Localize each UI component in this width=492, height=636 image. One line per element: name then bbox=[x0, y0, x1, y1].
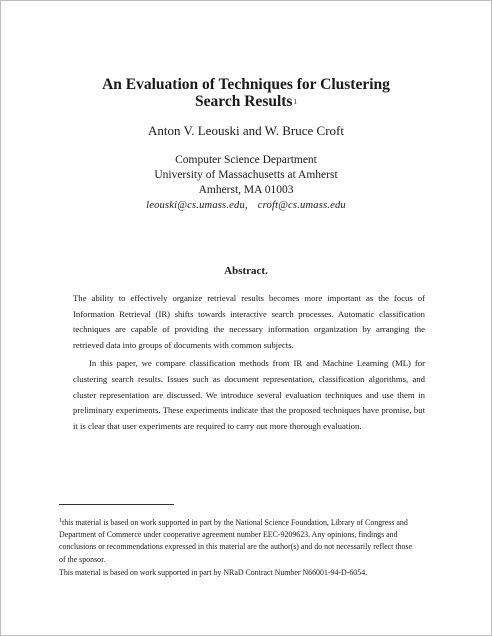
abstract-heading: Abstract. bbox=[224, 265, 268, 277]
title-line-2 bbox=[1, 93, 491, 111]
paper-title bbox=[1, 76, 491, 111]
email-leouski: leouski@cs.umass.edu, bbox=[146, 200, 248, 211]
affiliation-block bbox=[1, 153, 491, 213]
footnote-1 bbox=[59, 515, 417, 566]
affiliation-city: Amherst, MA 01003 bbox=[198, 184, 294, 196]
author-list: Anton V. Leouski and W. Bruce Croft bbox=[148, 123, 344, 138]
abstract-paragraph-2: In this paper, we compare classification methods from IR and Machine Learning (ML) for clustering search results. Issues such as document representation, classification algorithms, and cluster representation are discussed. We introduce several evaluation techniques and use them in preliminary experiments. These experiments indicate that the proposed techniques have promise, but it is clear that user experiments are required to carry out more thorough evaluation. bbox=[73, 358, 425, 431]
footnote-1-marker: 1 bbox=[59, 518, 62, 524]
abstract-paragraph-1: The ability to effectively organize retrieval results becomes more important as the focus of Information Retrieval (IR) shifts towards interactive search processes. Automatic classification techniques are capable of providing the necessary information organization by arranging the retrieved data into groups of documents with common subjects. bbox=[73, 293, 425, 350]
footnote-1-text: this material is based on work supported in part by the National Science Foundation, Library of Congress and Department of Commerce under cooperative agreement number EEC-9209623. Any opinions, findings and conclusions or recommendations expressed in this material are the author(s) and do not necessarily reflect those of the sponsor. bbox=[59, 518, 412, 564]
title-line-2-text: Search Results bbox=[195, 93, 293, 110]
title-line-1: An Evaluation of Techniques for Clustering bbox=[102, 76, 390, 93]
footnote-divider bbox=[59, 504, 174, 505]
author-emails bbox=[1, 198, 491, 213]
title-footnote-marker: 1 bbox=[293, 98, 297, 106]
affiliation-university: University of Massachusetts at Amherst bbox=[154, 169, 338, 181]
abstract-body bbox=[73, 291, 425, 434]
email-croft: croft@cs.umass.edu bbox=[257, 200, 346, 211]
footnote-2: This material is based on work supported in part by NRaD Contract Number N66001-94-D-6054. bbox=[59, 568, 368, 577]
affiliation-department: Computer Science Department bbox=[175, 154, 317, 166]
